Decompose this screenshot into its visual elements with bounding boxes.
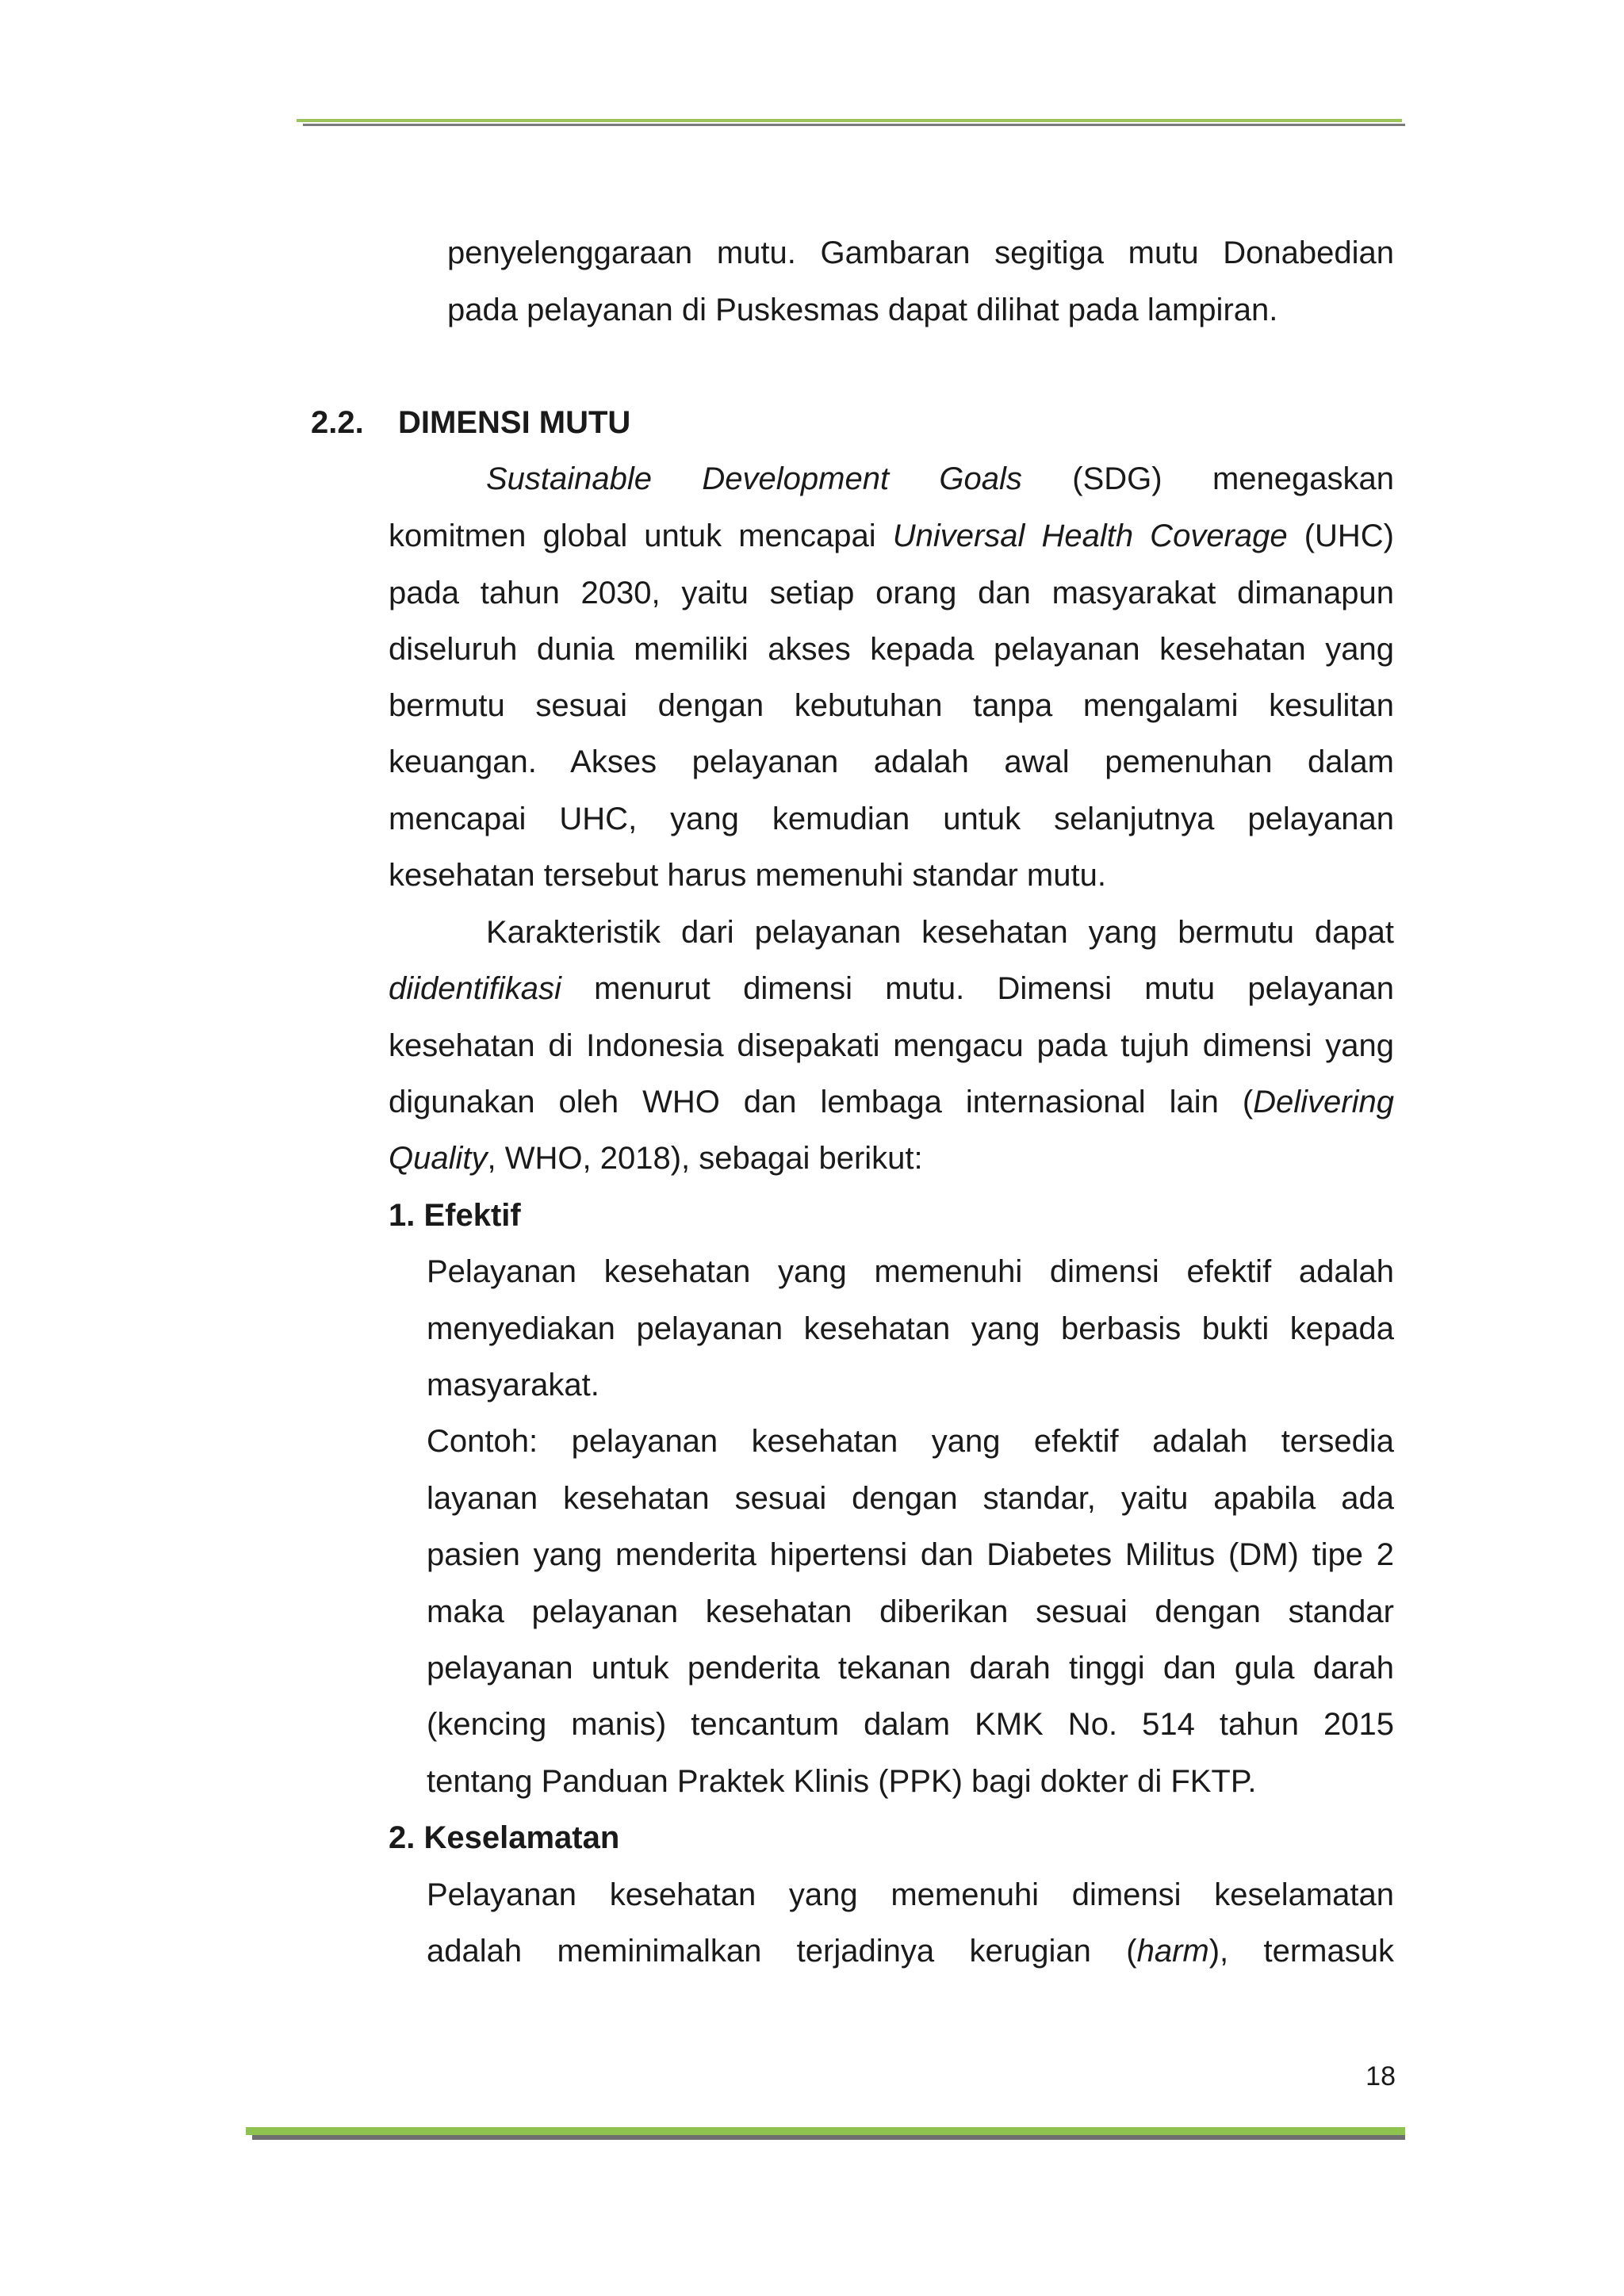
para2-line-4: digunakan oleh WHO dan lembaga internasional lain (Delivering (389, 1085, 1394, 1119)
para2-line-2: diidentifikasi menurut dimensi mutu. Dimensi mutu pelayanan (389, 971, 1394, 1006)
item1-line-5: layanan kesehatan sesuai dengan standar, yaitu apabila ada (427, 1481, 1394, 1516)
item1-line-2: menyediakan pelayanan kesehatan yang berbasis bukti kepada (427, 1311, 1394, 1346)
intro-line-1: penyelenggaraan mutu. Gambaran segitiga mutu Donabedian (447, 235, 1394, 270)
item1-line-8: pelayanan untuk penderita tekanan darah tinggi dan gula darah (427, 1651, 1394, 1686)
item2-line-1: Pelayanan kesehatan yang memenuhi dimensi keselamatan (427, 1877, 1394, 1912)
item1-line-1: Pelayanan kesehatan yang memenuhi dimensi efektif adalah (427, 1254, 1394, 1289)
item1-line-6: pasien yang menderita hipertensi dan Diabetes Militus (DM) tipe 2 (427, 1537, 1394, 1572)
para1-line-7: mencapai UHC, yang kemudian untuk selanjutnya pelayanan (389, 802, 1394, 836)
para1-line-1: Sustainable Development Goals (SDG) menegaskan (486, 461, 1394, 496)
para1-line-6: keuangan. Akses pelayanan adalah awal pemenuhan dalam (389, 744, 1394, 779)
para1-line-5: bermutu sesuai dengan kebutuhan tanpa mengalami kesulitan (389, 688, 1394, 723)
para1-line-3: pada tahun 2030, yaitu setiap orang dan masyarakat dimanapun (389, 576, 1394, 610)
item1-line-9: (kencing manis) tencantum dalam KMK No. 514 tahun 2015 (427, 1707, 1394, 1742)
header-rule-gray (303, 124, 1405, 126)
item1-heading: 1. Efektif (389, 1198, 521, 1233)
para1-line-8: kesehatan tersebut harus memenuhi standar mutu. (389, 858, 1106, 893)
item1-line-7: maka pelayanan kesehatan diberikan sesuai dengan standar (427, 1594, 1394, 1629)
section-title: DIMENSI MUTU (398, 405, 631, 440)
footer-rule-green (246, 2127, 1405, 2135)
item1-line-4: Contoh: pelayanan kesehatan yang efektif adalah tersedia (427, 1424, 1394, 1459)
para1-line-4: diseluruh dunia memiliki akses kepada pelayanan kesehatan yang (389, 632, 1394, 667)
para2-line-1: Karakteristik dari pelayanan kesehatan yang bermutu dapat (486, 915, 1394, 950)
para2-line-5: Quality, WHO, 2018), sebagai berikut: (389, 1141, 923, 1176)
footer-rule-gray (252, 2135, 1405, 2140)
item2-heading: 2. Keselamatan (389, 1820, 620, 1855)
para1-line-2: komitmen global untuk mencapai Universal Health Coverage (UHC) (389, 519, 1394, 553)
para2-line-3: kesehatan di Indonesia disepakati mengacu pada tujuh dimensi yang (389, 1028, 1394, 1063)
item2-line-2: adalah meminimalkan terjadinya kerugian (harm), termasuk (427, 1934, 1394, 1969)
item1-line-10: tentang Panduan Praktek Klinis (PPK) bagi dokter di FKTP. (427, 1764, 1257, 1799)
item1-line-3: masyarakat. (427, 1368, 599, 1402)
intro-line-2: pada pelayanan di Puskesmas dapat dilihat pada lampiran. (447, 293, 1278, 327)
header-rule-green (297, 119, 1402, 122)
page-number: 18 (1365, 2061, 1396, 2091)
section-number: 2.2. (311, 405, 364, 440)
